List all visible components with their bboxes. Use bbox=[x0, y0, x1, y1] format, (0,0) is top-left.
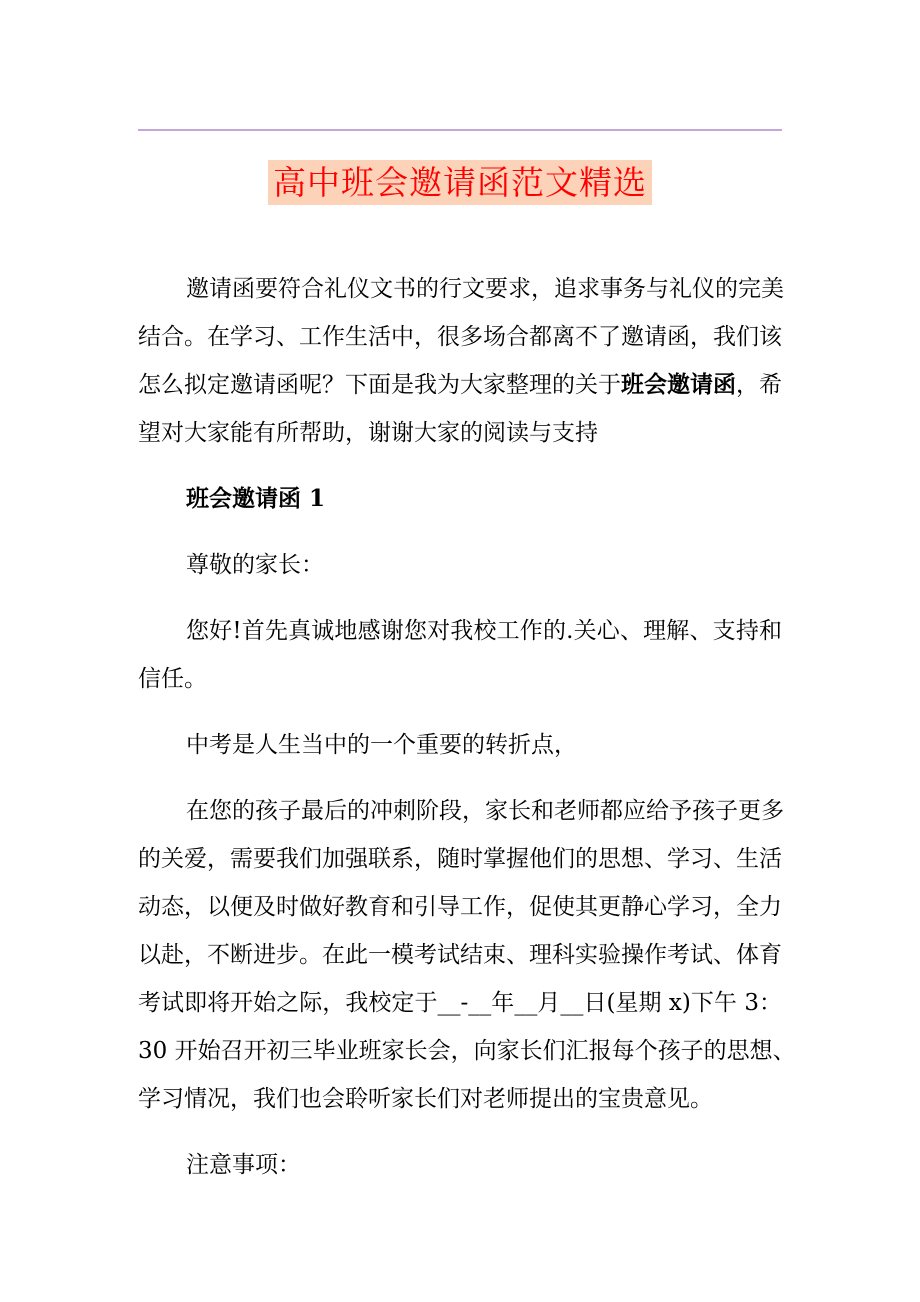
intro-keyword: 班会邀请函 bbox=[621, 371, 736, 398]
intro-text: 怎么拟定邀请函呢？下面是我为大家整理的关于 bbox=[138, 372, 621, 398]
intro-line: 结合。在学习、工作生活中，很多场合都离不了邀请函，我们该 bbox=[138, 324, 782, 350]
section-heading: 班会邀请函 1 bbox=[186, 485, 326, 512]
notes-heading: 注意事项： bbox=[186, 1152, 301, 1178]
paragraph-line: 信任。 bbox=[138, 666, 207, 692]
paragraph-line: 30 开始召开初三毕业班家长会，向家长们汇报每个孩子的思想、 bbox=[138, 1038, 796, 1064]
salutation: 尊敬的家长： bbox=[186, 552, 324, 578]
paragraph-line: 中考是人生当中的一个重要的转折点， bbox=[186, 732, 577, 758]
paragraph-line: 动态，以便及时做好教育和引导工作，促使其更静心学习，全力 bbox=[138, 894, 782, 920]
intro-line: 望对大家能有所帮助，谢谢大家的阅读与支持 bbox=[138, 420, 598, 446]
paragraph-line: 学习情况，我们也会聆听家长们对老师提出的宝贵意见。 bbox=[138, 1086, 713, 1112]
paragraph-line: 的关爱，需要我们加强联系，随时掌握他们的思想、学习、生活 bbox=[138, 846, 782, 872]
document-title: 高中班会邀请函范文精选 bbox=[268, 160, 652, 205]
paragraph-line: 在您的孩子最后的冲刺阶段，家长和老师都应给予孩子更多 bbox=[186, 798, 784, 824]
intro-text: ，希 bbox=[736, 372, 782, 398]
paragraph-line: 以赴，不断进步。在此一模考试结束、理科实验操作考试、体育 bbox=[138, 942, 782, 968]
header-divider bbox=[138, 129, 782, 131]
intro-line: 邀请函要符合礼仪文书的行文要求，追求事务与礼仪的完美 bbox=[186, 276, 784, 302]
intro-line bbox=[138, 370, 782, 400]
paragraph-line: 您好!首先真诚地感谢您对我校工作的.关心、理解、支持和 bbox=[186, 618, 782, 644]
paragraph-line: 考试即将开始之际，我校定于__-__年__月__日(星期 x)下午 3： bbox=[138, 990, 782, 1016]
